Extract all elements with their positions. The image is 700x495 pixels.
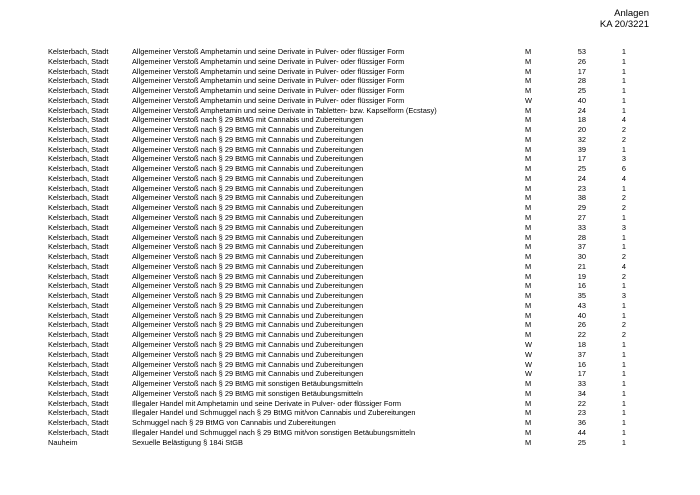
table-row [48,76,668,86]
table-row [48,67,668,77]
cell-count: 4 [621,261,626,271]
cell-place: Kelsterbach, Stadt [48,222,109,232]
table-row [48,164,668,174]
cell-count: 3 [621,154,626,164]
table-row [48,57,668,67]
table-row [48,408,668,418]
cell-count: 1 [621,47,626,56]
cell-age: 35 [577,291,586,301]
cell-count: 1 [621,408,626,418]
cell-place: Kelsterbach, Stadt [48,320,109,330]
table-row [48,106,668,116]
table-row [48,47,668,57]
cell-place: Kelsterbach, Stadt [48,213,109,223]
cell-count: 1 [621,105,626,115]
cell-age: 40 [577,310,586,320]
table-row [48,174,668,184]
cell-sex: M [525,76,532,86]
cell-sex: M [525,242,532,252]
cell-count: 2 [621,193,626,203]
cell-age: 17 [577,369,586,379]
table-row [48,223,668,233]
table-row [48,262,668,272]
cell-offense: Allgemeiner Verstoß Amphetamin und seine Derivate in Pulver- oder flüssiger Form [132,95,405,105]
cell-sex: W [525,339,532,349]
cell-offense: Allgemeiner Verstoß nach § 29 BtMG mit Cannabis und Zubereitungen [132,271,364,281]
cell-age: 33 [577,222,586,232]
table-row [48,252,668,262]
cell-place: Kelsterbach, Stadt [48,310,109,320]
cell-age: 20 [577,125,586,135]
cell-count: 1 [621,339,626,349]
cell-offense: Allgemeiner Verstoß nach § 29 BtMG mit Cannabis und Zubereitungen [132,232,364,242]
cell-sex: M [525,86,532,96]
cell-place: Kelsterbach, Stadt [48,232,109,242]
cell-offense: Allgemeiner Verstoß Amphetamin und seine Derivate in Pulver- oder flüssiger Form [132,56,405,66]
cell-sex: M [525,154,532,164]
cell-offense: Allgemeiner Verstoß nach § 29 BtMG mit Cannabis und Zubereitungen [132,281,364,291]
cell-offense: Allgemeiner Verstoß nach § 29 BtMG mit Cannabis und Zubereitungen [132,330,364,340]
cell-count: 1 [621,86,626,96]
cell-count: 1 [621,427,626,437]
cell-offense: Allgemeiner Verstoß nach § 29 BtMG mit sonstigen Betäubungsmitteln [132,379,363,389]
cell-count: 1 [621,369,626,379]
cell-count: 2 [621,252,626,262]
cell-place: Kelsterbach, Stadt [48,398,109,408]
cell-place: Kelsterbach, Stadt [48,300,109,310]
cell-count: 1 [621,56,626,66]
cell-place: Kelsterbach, Stadt [48,339,109,349]
cell-age: 26 [577,56,586,66]
cell-count: 1 [621,213,626,223]
cell-sex: M [525,427,532,437]
table-row [48,281,668,291]
cell-place: Kelsterbach, Stadt [48,369,109,379]
cell-place: Kelsterbach, Stadt [48,144,109,154]
cell-count: 1 [621,232,626,242]
cell-count: 1 [621,388,626,398]
table-row [48,301,668,311]
cell-place: Kelsterbach, Stadt [48,359,109,369]
cell-offense: Allgemeiner Verstoß nach § 29 BtMG mit Cannabis und Zubereitungen [132,291,364,301]
table-row [48,154,668,164]
cell-place: Kelsterbach, Stadt [48,261,109,271]
table-row [48,86,668,96]
cell-age: 18 [577,339,586,349]
cell-age: 18 [577,115,586,125]
cell-sex: M [525,388,532,398]
cell-age: 25 [577,86,586,96]
cell-place: Kelsterbach, Stadt [48,271,109,281]
cell-count: 1 [621,183,626,193]
cell-age: 43 [577,300,586,310]
cell-offense: Allgemeiner Verstoß nach § 29 BtMG mit Cannabis und Zubereitungen [132,173,364,183]
cell-age: 28 [577,76,586,86]
cell-place: Kelsterbach, Stadt [48,154,109,164]
cell-offense: Allgemeiner Verstoß nach § 29 BtMG mit Cannabis und Zubereitungen [132,252,364,262]
cell-offense: Allgemeiner Verstoß nach § 29 BtMG mit Cannabis und Zubereitungen [132,320,364,330]
cell-offense: Allgemeiner Verstoß nach § 29 BtMG mit Cannabis und Zubereitungen [132,144,364,154]
cell-sex: M [525,300,532,310]
table-row [48,115,668,125]
cell-age: 19 [577,271,586,281]
cell-offense: Allgemeiner Verstoß nach § 29 BtMG mit Cannabis und Zubereitungen [132,261,364,271]
cell-count: 2 [621,125,626,135]
cell-age: 40 [577,95,586,105]
cell-sex: M [525,232,532,242]
cell-count: 2 [621,134,626,144]
cell-place: Kelsterbach, Stadt [48,252,109,262]
cell-count: 1 [621,281,626,291]
cell-age: 21 [577,261,586,271]
cell-sex: M [525,291,532,301]
cell-offense: Allgemeiner Verstoß nach § 29 BtMG mit Cannabis und Zubereitungen [132,193,364,203]
cell-sex: M [525,183,532,193]
cell-place: Kelsterbach, Stadt [48,134,109,144]
data-table [48,47,668,447]
cell-count: 1 [621,300,626,310]
cell-age: 30 [577,252,586,262]
cell-offense: Allgemeiner Verstoß Amphetamin und seine Derivate in Pulver- oder flüssiger Form [132,47,405,56]
cell-offense: Allgemeiner Verstoß Amphetamin und seine Derivate in Tabletten- bzw. Kapselform (Ecstasy) [132,105,437,115]
cell-count: 1 [621,66,626,76]
cell-sex: M [525,173,532,183]
cell-place: Kelsterbach, Stadt [48,330,109,340]
table-row [48,399,668,409]
cell-place: Kelsterbach, Stadt [48,183,109,193]
cell-sex: M [525,164,532,174]
cell-count: 4 [621,173,626,183]
cell-offense: Allgemeiner Verstoß nach § 29 BtMG mit Cannabis und Zubereitungen [132,369,364,379]
cell-offense: Allgemeiner Verstoß nach § 29 BtMG mit Cannabis und Zubereitungen [132,164,364,174]
cell-count: 1 [621,418,626,428]
table-row [48,145,668,155]
cell-sex: M [525,125,532,135]
cell-sex: M [525,379,532,389]
cell-offense: Allgemeiner Verstoß nach § 29 BtMG mit Cannabis und Zubereitungen [132,154,364,164]
cell-count: 1 [621,437,626,447]
cell-offense: Allgemeiner Verstoß nach § 29 BtMG mit Cannabis und Zubereitungen [132,242,364,252]
cell-age: 44 [577,427,586,437]
cell-age: 26 [577,320,586,330]
cell-place: Kelsterbach, Stadt [48,193,109,203]
table-row [48,291,668,301]
cell-age: 17 [577,66,586,76]
cell-count: 1 [621,76,626,86]
cell-offense: Allgemeiner Verstoß nach § 29 BtMG mit Cannabis und Zubereitungen [132,213,364,223]
cell-place: Kelsterbach, Stadt [48,427,109,437]
table-row [48,242,668,252]
cell-count: 4 [621,115,626,125]
table-row [48,125,668,135]
cell-age: 37 [577,242,586,252]
cell-offense: Allgemeiner Verstoß nach § 29 BtMG mit Cannabis und Zubereitungen [132,183,364,193]
cell-count: 3 [621,222,626,232]
cell-sex: M [525,271,532,281]
cell-age: 16 [577,281,586,291]
cell-offense: Illegaler Handel und Schmuggel nach § 29 BtMG mit/von sonstigen Betäubungsmitteln [132,427,416,437]
table-row [48,135,668,145]
table-row [48,213,668,223]
cell-offense: Schmuggel nach § 29 BtMG von Cannabis und Zubereitungen [132,418,336,428]
cell-age: 33 [577,379,586,389]
table-row [48,389,668,399]
cell-offense: Illegaler Handel mit Amphetamin und seine Derivate in Pulver- oder flüssiger Form [132,398,402,408]
cell-place: Kelsterbach, Stadt [48,164,109,174]
cell-place: Kelsterbach, Stadt [48,86,109,96]
cell-sex: M [525,47,532,56]
cell-sex: M [525,437,532,447]
cell-place: Kelsterbach, Stadt [48,242,109,252]
cell-place: Kelsterbach, Stadt [48,388,109,398]
cell-offense: Allgemeiner Verstoß nach § 29 BtMG mit Cannabis und Zubereitungen [132,359,364,369]
cell-sex: M [525,418,532,428]
table-row [48,184,668,194]
cell-place: Kelsterbach, Stadt [48,418,109,428]
cell-place: Kelsterbach, Stadt [48,291,109,301]
cell-sex: M [525,310,532,320]
cell-age: 38 [577,193,586,203]
cell-age: 39 [577,144,586,154]
cell-sex: M [525,222,532,232]
cell-sex: M [525,252,532,262]
table-row [48,311,668,321]
cell-age: 25 [577,437,586,447]
cell-count: 2 [621,203,626,213]
cell-sex: M [525,203,532,213]
cell-sex: M [525,115,532,125]
cell-offense: Allgemeiner Verstoß nach § 29 BtMG mit Cannabis und Zubereitungen [132,222,364,232]
cell-offense: Allgemeiner Verstoß nach § 29 BtMG mit Cannabis und Zubereitungen [132,203,364,213]
cell-count: 1 [621,349,626,359]
table-row [48,418,668,428]
cell-place: Kelsterbach, Stadt [48,203,109,213]
cell-place: Kelsterbach, Stadt [48,281,109,291]
cell-place: Kelsterbach, Stadt [48,115,109,125]
cell-age: 34 [577,388,586,398]
cell-offense: Allgemeiner Verstoß nach § 29 BtMG mit Cannabis und Zubereitungen [132,125,364,135]
table-row [48,330,668,340]
table-row [48,193,668,203]
cell-count: 1 [621,398,626,408]
cell-sex: M [525,134,532,144]
cell-place: Kelsterbach, Stadt [48,56,109,66]
cell-sex: M [525,408,532,418]
cell-count: 1 [621,379,626,389]
cell-count: 1 [621,144,626,154]
cell-age: 29 [577,203,586,213]
cell-place: Kelsterbach, Stadt [48,408,109,418]
cell-sex: M [525,398,532,408]
cell-age: 36 [577,418,586,428]
cell-sex: M [525,213,532,223]
cell-sex: M [525,320,532,330]
table-row [48,320,668,330]
table-row [48,438,668,448]
header-annex-label: Anlagen [614,8,649,19]
cell-count: 2 [621,271,626,281]
cell-count: 1 [621,95,626,105]
cell-offense: Allgemeiner Verstoß nach § 29 BtMG mit Cannabis und Zubereitungen [132,339,364,349]
cell-age: 28 [577,232,586,242]
cell-sex: M [525,261,532,271]
cell-sex: M [525,105,532,115]
table-row [48,233,668,243]
cell-age: 37 [577,349,586,359]
table-row [48,360,668,370]
cell-age: 24 [577,173,586,183]
cell-offense: Sexuelle Belästigung § 184i StGB [132,437,243,447]
table-row [48,272,668,282]
cell-age: 23 [577,408,586,418]
cell-count: 1 [621,359,626,369]
table-row [48,203,668,213]
table-row [48,379,668,389]
cell-sex: W [525,95,532,105]
cell-sex: W [525,369,532,379]
cell-count: 3 [621,291,626,301]
cell-age: 22 [577,398,586,408]
cell-offense: Allgemeiner Verstoß nach § 29 BtMG mit sonstigen Betäubungsmitteln [132,388,363,398]
cell-age: 23 [577,183,586,193]
cell-sex: M [525,281,532,291]
cell-age: 22 [577,330,586,340]
cell-age: 53 [577,47,586,56]
cell-count: 6 [621,164,626,174]
cell-place: Kelsterbach, Stadt [48,66,109,76]
cell-offense: Allgemeiner Verstoß nach § 29 BtMG mit Cannabis und Zubereitungen [132,115,364,125]
cell-age: 16 [577,359,586,369]
table-row [48,369,668,379]
cell-sex: M [525,193,532,203]
cell-offense: Allgemeiner Verstoß nach § 29 BtMG mit Cannabis und Zubereitungen [132,300,364,310]
cell-age: 32 [577,134,586,144]
cell-sex: M [525,56,532,66]
cell-offense: Allgemeiner Verstoß Amphetamin und seine Derivate in Pulver- oder flüssiger Form [132,66,405,76]
cell-age: 24 [577,105,586,115]
cell-sex: W [525,349,532,359]
cell-place: Nauheim [48,437,78,447]
cell-place: Kelsterbach, Stadt [48,47,109,56]
table-row [48,428,668,438]
cell-offense: Allgemeiner Verstoß Amphetamin und seine Derivate in Pulver- oder flüssiger Form [132,76,405,86]
cell-offense: Illegaler Handel und Schmuggel nach § 29 BtMG mit/von Cannabis und Zubereitungen [132,408,416,418]
page-header [600,8,649,30]
cell-offense: Allgemeiner Verstoß nach § 29 BtMG mit Cannabis und Zubereitungen [132,349,364,359]
cell-place: Kelsterbach, Stadt [48,95,109,105]
cell-sex: M [525,66,532,76]
cell-offense: Allgemeiner Verstoß nach § 29 BtMG mit Cannabis und Zubereitungen [132,310,364,320]
header-document-number: KA 20/3221 [599,19,649,30]
cell-sex: M [525,330,532,340]
cell-count: 2 [621,330,626,340]
table-row [48,350,668,360]
cell-sex: W [525,359,532,369]
cell-place: Kelsterbach, Stadt [48,125,109,135]
cell-age: 27 [577,213,586,223]
cell-offense: Allgemeiner Verstoß nach § 29 BtMG mit Cannabis und Zubereitungen [132,134,364,144]
cell-place: Kelsterbach, Stadt [48,105,109,115]
cell-count: 1 [621,310,626,320]
cell-age: 25 [577,164,586,174]
cell-count: 2 [621,320,626,330]
cell-place: Kelsterbach, Stadt [48,349,109,359]
cell-age: 17 [577,154,586,164]
table-row [48,96,668,106]
cell-place: Kelsterbach, Stadt [48,76,109,86]
cell-place: Kelsterbach, Stadt [48,379,109,389]
table-row [48,340,668,350]
cell-offense: Allgemeiner Verstoß Amphetamin und seine Derivate in Pulver- oder flüssiger Form [132,86,405,96]
cell-sex: M [525,144,532,154]
cell-place: Kelsterbach, Stadt [48,173,109,183]
cell-count: 1 [621,242,626,252]
